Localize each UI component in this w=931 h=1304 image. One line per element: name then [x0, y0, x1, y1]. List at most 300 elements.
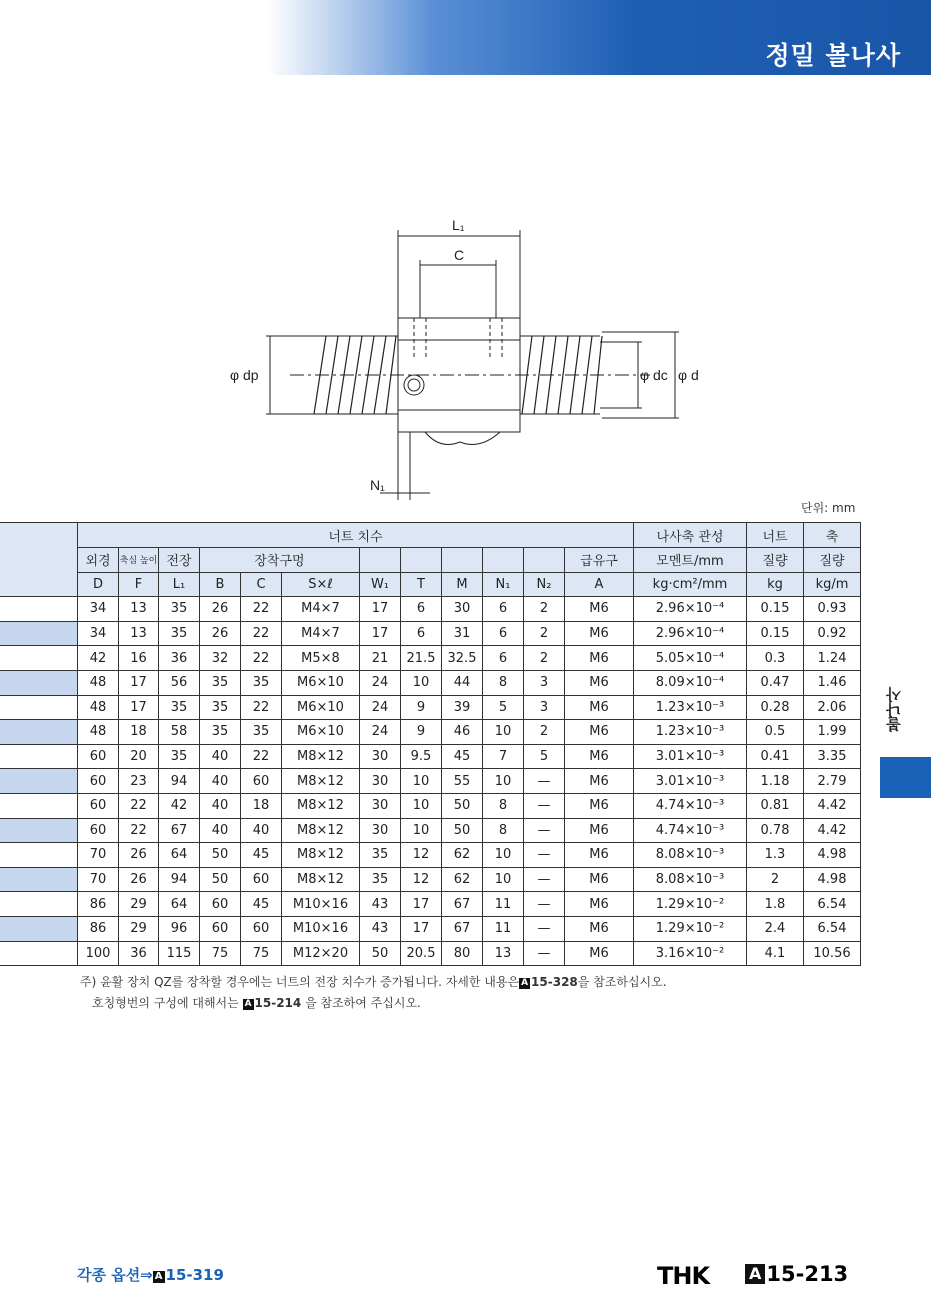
table-cell: M6: [565, 695, 634, 720]
table-cell: 8.08×10⁻³: [634, 843, 747, 868]
table-cell: 35: [159, 695, 200, 720]
table-cell: 0.3: [747, 646, 804, 671]
table-cell: 30: [442, 597, 483, 622]
table-cell: 17: [401, 916, 442, 941]
spec-table: [0, 522, 861, 966]
table-cell: 1.46: [804, 670, 861, 695]
options-link[interactable]: 각종 옵션⇒ A 15-319: [77, 1266, 224, 1284]
table-cell: 8: [483, 793, 524, 818]
table-cell: 8: [483, 670, 524, 695]
table-cell: —: [524, 941, 565, 966]
table-cell: 42: [159, 793, 200, 818]
table-cell: 10: [483, 720, 524, 745]
table-cell: 2: [524, 621, 565, 646]
table-cell: 8.09×10⁻⁴: [634, 670, 747, 695]
table-cell: 6: [483, 597, 524, 622]
table-cell: 34: [78, 621, 119, 646]
sym-N2: N₂: [524, 572, 565, 597]
table-cell: M6: [565, 646, 634, 671]
table-cell: 2.96×10⁻⁴: [634, 621, 747, 646]
model-cell: [0, 769, 78, 794]
table-cell: 9: [401, 695, 442, 720]
table-cell: 11: [483, 892, 524, 917]
table-cell: 2: [747, 867, 804, 892]
table-cell: 2: [524, 720, 565, 745]
table-cell: 42: [78, 646, 119, 671]
table-cell: 60: [241, 916, 282, 941]
table-cell: 60: [241, 769, 282, 794]
model-cell: [0, 793, 78, 818]
table-cell: 2: [524, 646, 565, 671]
table-cell: 58: [159, 720, 200, 745]
table-cell: 29: [119, 916, 159, 941]
model-cell: [0, 597, 78, 622]
table-cell: 86: [78, 916, 119, 941]
table-cell: 10.56: [804, 941, 861, 966]
table-cell: 0.15: [747, 621, 804, 646]
table-cell: 67: [159, 818, 200, 843]
table-cell: 10: [483, 769, 524, 794]
sym-B: B: [200, 572, 241, 597]
flange-header: 축심 높이: [119, 548, 159, 573]
model-cell: [0, 621, 78, 646]
table-cell: 60: [78, 769, 119, 794]
table-cell: M6: [565, 670, 634, 695]
table-cell: 40: [200, 818, 241, 843]
table-row: [0, 941, 861, 966]
table-cell: 44: [442, 670, 483, 695]
table-cell: 35: [159, 621, 200, 646]
table-cell: 67: [442, 916, 483, 941]
table-cell: 26: [119, 867, 159, 892]
table-cell: 70: [78, 843, 119, 868]
table-cell: 1.99: [804, 720, 861, 745]
table-cell: 1.29×10⁻²: [634, 892, 747, 917]
table-cell: 0.28: [747, 695, 804, 720]
dim-l1-label: L₁: [452, 217, 465, 233]
table-cell: —: [524, 843, 565, 868]
table-cell: M12×20: [282, 941, 360, 966]
table-cell: —: [524, 793, 565, 818]
side-section-label: 볼나사: [885, 687, 903, 733]
table-cell: 21.5: [401, 646, 442, 671]
table-cell: 0.15: [747, 597, 804, 622]
nut-dimensions-header: 너트 치수: [78, 523, 634, 548]
table-cell: 20.5: [401, 941, 442, 966]
table-cell: 35: [360, 843, 401, 868]
table-cell: 17: [401, 892, 442, 917]
table-cell: 26: [200, 597, 241, 622]
table-cell: 10: [401, 769, 442, 794]
table-cell: 1.29×10⁻²: [634, 916, 747, 941]
table-cell: 36: [159, 646, 200, 671]
table-cell: 60: [200, 892, 241, 917]
table-cell: 35: [241, 720, 282, 745]
table-row: [0, 695, 861, 720]
table-cell: 39: [442, 695, 483, 720]
table-cell: M6: [565, 744, 634, 769]
table-cell: 50: [442, 793, 483, 818]
table-cell: M6: [565, 867, 634, 892]
table-cell: 17: [360, 621, 401, 646]
table-cell: 4.42: [804, 793, 861, 818]
table-cell: 22: [241, 646, 282, 671]
model-cell: [0, 646, 78, 671]
length-header: 전장: [159, 548, 200, 573]
lube-hole-header: 급유구: [565, 548, 634, 573]
sym-D: D: [78, 572, 119, 597]
table-cell: 30: [360, 744, 401, 769]
table-cell: 18: [119, 720, 159, 745]
table-cell: 64: [159, 892, 200, 917]
table-cell: 22: [241, 744, 282, 769]
table-cell: 32.5: [442, 646, 483, 671]
table-cell: 2.06: [804, 695, 861, 720]
table-cell: M6: [565, 769, 634, 794]
table-row: [0, 597, 861, 622]
table-cell: 0.47: [747, 670, 804, 695]
table-cell: M4×7: [282, 621, 360, 646]
ball-screw-nut-drawing: [230, 210, 710, 500]
table-cell: M6: [565, 941, 634, 966]
side-section-tab[interactable]: [880, 757, 931, 798]
table-cell: 45: [442, 744, 483, 769]
table-row: [0, 744, 861, 769]
table-cell: 2.4: [747, 916, 804, 941]
table-cell: 62: [442, 867, 483, 892]
table-cell: 21: [360, 646, 401, 671]
mounting-hole-header: 장착구멍: [200, 548, 360, 573]
table-cell: 48: [78, 695, 119, 720]
sym-T: T: [401, 572, 442, 597]
table-cell: 6: [483, 646, 524, 671]
table-cell: 45: [241, 892, 282, 917]
unit-label: 단위: mm: [801, 501, 856, 515]
table-cell: 4.98: [804, 867, 861, 892]
sym-C: C: [241, 572, 282, 597]
table-cell: 80: [442, 941, 483, 966]
table-cell: 22: [241, 621, 282, 646]
table-cell: 29: [119, 892, 159, 917]
table-cell: 40: [200, 793, 241, 818]
table-cell: 13: [119, 597, 159, 622]
table-cell: 50: [200, 867, 241, 892]
outer-dia-header: 외경: [78, 548, 119, 573]
table-cell: 10: [483, 843, 524, 868]
dim-dp-label: φ dp: [230, 367, 259, 383]
table-cell: M6: [565, 843, 634, 868]
page-number: A 15-213: [745, 1262, 848, 1286]
table-cell: 3: [524, 695, 565, 720]
table-cell: 6: [401, 621, 442, 646]
table-cell: 18: [241, 793, 282, 818]
table-row: [0, 769, 861, 794]
table-cell: 40: [200, 769, 241, 794]
table-cell: M8×12: [282, 769, 360, 794]
table-cell: 7: [483, 744, 524, 769]
ref-a-icon: A: [745, 1264, 765, 1284]
table-row: [0, 843, 861, 868]
table-cell: 5: [483, 695, 524, 720]
note-line-1: 주) 윤활 장치 QZ를 장착할 경우에는 너트의 전장 치수가 증가됩니다. 자세한 내용은 A 15-328을 참조하십시오.: [80, 975, 667, 989]
table-cell: 1.24: [804, 646, 861, 671]
table-cell: 35: [159, 597, 200, 622]
table-cell: M8×12: [282, 744, 360, 769]
table-cell: 3: [524, 670, 565, 695]
table-row: [0, 621, 861, 646]
table-cell: M6: [565, 892, 634, 917]
table-cell: M6: [565, 621, 634, 646]
table-cell: M6×10: [282, 695, 360, 720]
sym-S: S×ℓ: [282, 572, 360, 597]
table-cell: 32: [200, 646, 241, 671]
table-cell: 20: [119, 744, 159, 769]
table-cell: 67: [442, 892, 483, 917]
model-cell: [0, 867, 78, 892]
table-cell: 43: [360, 916, 401, 941]
table-cell: 35: [200, 670, 241, 695]
table-cell: M6: [565, 793, 634, 818]
screw-inertia-header-3: kg·cm²/mm: [634, 572, 747, 597]
table-cell: 30: [360, 818, 401, 843]
table-cell: 12: [401, 867, 442, 892]
table-cell: 35: [159, 744, 200, 769]
table-cell: M4×7: [282, 597, 360, 622]
table-cell: 6: [401, 597, 442, 622]
shaft-mass-header-3: kg/m: [804, 572, 861, 597]
table-cell: 3.16×10⁻²: [634, 941, 747, 966]
screw-inertia-header-1: 나사축 관성: [634, 523, 747, 548]
nut-mass-header-2: 질량: [747, 548, 804, 573]
table-cell: 60: [78, 744, 119, 769]
table-cell: 48: [78, 670, 119, 695]
model-cell: [0, 843, 78, 868]
table-cell: 6: [483, 621, 524, 646]
table-cell: 23: [119, 769, 159, 794]
table-cell: 3.35: [804, 744, 861, 769]
table-cell: 3.01×10⁻³: [634, 769, 747, 794]
model-cell: [0, 941, 78, 966]
table-cell: 75: [241, 941, 282, 966]
table-cell: 1.23×10⁻³: [634, 720, 747, 745]
table-cell: 60: [78, 818, 119, 843]
table-row: [0, 793, 861, 818]
table-cell: 100: [78, 941, 119, 966]
table-cell: 2: [524, 597, 565, 622]
table-cell: 9: [401, 720, 442, 745]
table-cell: 24: [360, 670, 401, 695]
sym-A: A: [565, 572, 634, 597]
table-cell: 22: [119, 818, 159, 843]
table-cell: 13: [119, 621, 159, 646]
dim-c-label: C: [454, 247, 465, 263]
table-cell: 17: [360, 597, 401, 622]
table-cell: M6×10: [282, 720, 360, 745]
table-cell: 43: [360, 892, 401, 917]
table-cell: 16: [119, 646, 159, 671]
table-cell: 0.92: [804, 621, 861, 646]
table-cell: 6.54: [804, 916, 861, 941]
dim-n1-label: N₁: [370, 477, 385, 493]
table-cell: 60: [200, 916, 241, 941]
table-cell: 56: [159, 670, 200, 695]
table-cell: 4.1: [747, 941, 804, 966]
table-cell: 22: [119, 793, 159, 818]
model-cell: [0, 720, 78, 745]
table-cell: 40: [241, 818, 282, 843]
table-cell: M10×16: [282, 892, 360, 917]
dim-d-label: φ d: [678, 367, 699, 383]
table-cell: 35: [200, 720, 241, 745]
table-cell: 5: [524, 744, 565, 769]
table-cell: 17: [119, 695, 159, 720]
table-row: [0, 892, 861, 917]
table-cell: M10×16: [282, 916, 360, 941]
table-cell: 1.23×10⁻³: [634, 695, 747, 720]
table-row: [0, 646, 861, 671]
table-cell: 75: [200, 941, 241, 966]
table-cell: 0.5: [747, 720, 804, 745]
table-cell: 55: [442, 769, 483, 794]
table-cell: 2.79: [804, 769, 861, 794]
table-cell: 1.3: [747, 843, 804, 868]
table-cell: 12: [401, 843, 442, 868]
table-cell: 35: [360, 867, 401, 892]
table-cell: 0.81: [747, 793, 804, 818]
note-line-2: 호칭형번의 구성에 대해서는 A 15-214 을 참조하여 주십시오.: [92, 996, 421, 1010]
table-cell: 3.01×10⁻³: [634, 744, 747, 769]
model-cell: [0, 818, 78, 843]
table-cell: 4.98: [804, 843, 861, 868]
table-cell: 30: [360, 769, 401, 794]
table-cell: 26: [200, 621, 241, 646]
table-cell: 48: [78, 720, 119, 745]
sym-L1: L₁: [159, 572, 200, 597]
table-cell: 31: [442, 621, 483, 646]
table-cell: 30: [360, 793, 401, 818]
table-cell: 46: [442, 720, 483, 745]
table-cell: 86: [78, 892, 119, 917]
table-cell: 1.8: [747, 892, 804, 917]
table-cell: 8: [483, 818, 524, 843]
table-cell: —: [524, 892, 565, 917]
table-row: [0, 670, 861, 695]
model-cell: [0, 670, 78, 695]
table-cell: M6: [565, 916, 634, 941]
table-cell: M8×12: [282, 793, 360, 818]
table-cell: —: [524, 818, 565, 843]
ref-link-15-328[interactable]: 15-328: [531, 975, 578, 989]
table-cell: 10: [401, 793, 442, 818]
brand-logo: THK: [657, 1262, 710, 1290]
table-cell: 9.5: [401, 744, 442, 769]
shaft-mass-header-1: 축: [804, 523, 861, 548]
table-cell: M6: [565, 720, 634, 745]
model-column-header: [0, 523, 78, 597]
table-cell: —: [524, 867, 565, 892]
sym-W1: W₁: [360, 572, 401, 597]
table-cell: 10: [483, 867, 524, 892]
table-cell: 96: [159, 916, 200, 941]
model-cell: [0, 892, 78, 917]
table-cell: 36: [119, 941, 159, 966]
nut-mass-header-1: 너트: [747, 523, 804, 548]
table-cell: —: [524, 769, 565, 794]
table-cell: M8×12: [282, 818, 360, 843]
page-title: 정밀 볼나사: [765, 41, 901, 70]
table-cell: 1.18: [747, 769, 804, 794]
ref-a-icon: A: [244, 999, 252, 1009]
table-cell: —: [524, 916, 565, 941]
model-cell: [0, 695, 78, 720]
table-cell: 10: [401, 670, 442, 695]
table-row: [0, 916, 861, 941]
table-cell: 11: [483, 916, 524, 941]
table-cell: 62: [442, 843, 483, 868]
table-cell: 4.42: [804, 818, 861, 843]
table-cell: 70: [78, 867, 119, 892]
table-cell: M5×8: [282, 646, 360, 671]
table-cell: 50: [360, 941, 401, 966]
shaft-mass-header-2: 질량: [804, 548, 861, 573]
table-cell: 50: [442, 818, 483, 843]
table-cell: 2.96×10⁻⁴: [634, 597, 747, 622]
table-cell: M8×12: [282, 867, 360, 892]
table-cell: 0.41: [747, 744, 804, 769]
table-cell: 35: [241, 670, 282, 695]
table-cell: 45: [241, 843, 282, 868]
table-cell: 50: [200, 843, 241, 868]
sym-N1: N₁: [483, 572, 524, 597]
table-cell: M8×12: [282, 843, 360, 868]
table-row: [0, 818, 861, 843]
table-cell: 22: [241, 597, 282, 622]
nut-mass-header-3: kg: [747, 572, 804, 597]
table-cell: 4.74×10⁻³: [634, 818, 747, 843]
table-cell: 94: [159, 769, 200, 794]
table-cell: 24: [360, 720, 401, 745]
table-cell: 5.05×10⁻⁴: [634, 646, 747, 671]
table-cell: 4.74×10⁻³: [634, 793, 747, 818]
table-cell: 6.54: [804, 892, 861, 917]
sym-M: M: [442, 572, 483, 597]
table-cell: 17: [119, 670, 159, 695]
table-cell: 13: [483, 941, 524, 966]
ref-link-15-214[interactable]: 15-214: [254, 996, 302, 1010]
table-cell: M6: [565, 818, 634, 843]
ref-a-icon: A: [154, 1271, 163, 1282]
table-cell: 0.93: [804, 597, 861, 622]
screw-inertia-header-2: 모멘트/mm: [634, 548, 747, 573]
table-cell: 26: [119, 843, 159, 868]
table-cell: 24: [360, 695, 401, 720]
model-cell: [0, 744, 78, 769]
table-row: [0, 720, 861, 745]
dim-dc-label: φ dc: [640, 367, 668, 383]
table-cell: 22: [241, 695, 282, 720]
table-cell: M6: [565, 597, 634, 622]
table-cell: 35: [200, 695, 241, 720]
model-cell: [0, 916, 78, 941]
ref-a-icon: A: [521, 978, 529, 988]
table-cell: 115: [159, 941, 200, 966]
table-cell: 60: [241, 867, 282, 892]
table-cell: 34: [78, 597, 119, 622]
table-cell: M6×10: [282, 670, 360, 695]
table-cell: 10: [401, 818, 442, 843]
table-row: [0, 867, 861, 892]
table-cell: 0.78: [747, 818, 804, 843]
